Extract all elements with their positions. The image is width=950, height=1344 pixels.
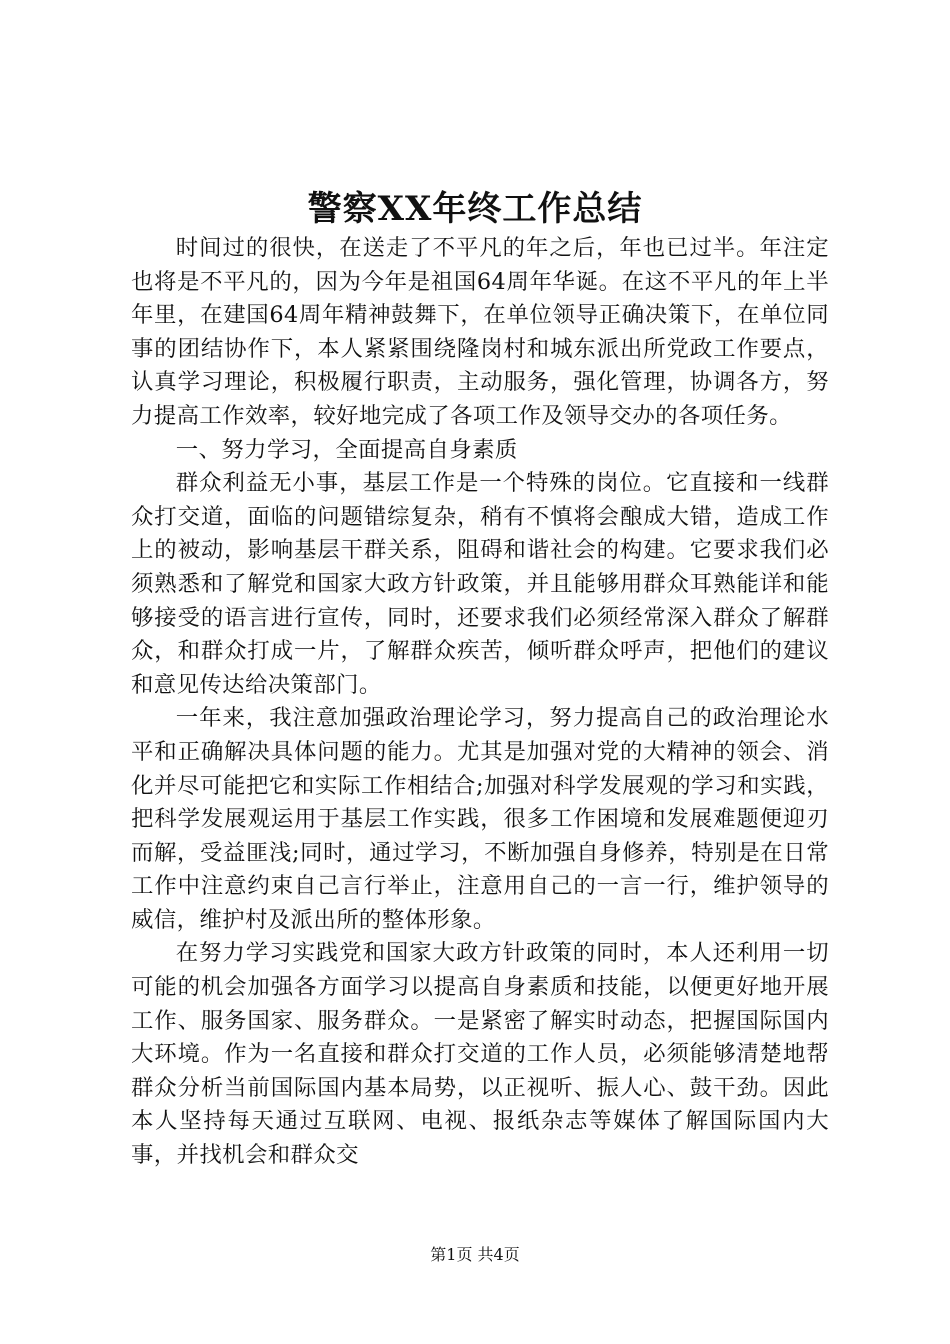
section-heading: 一、努力学习，全面提高自身素质 bbox=[175, 436, 518, 463]
page-number-footer: 第1页 共4页 bbox=[430, 1245, 520, 1264]
document-body bbox=[131, 232, 829, 1173]
document-title: 警察XX年终工作总结 bbox=[307, 189, 643, 229]
paragraph-self-improvement: 在努力学习实践党和国家大政方针政策的同时，本人还利用一切可能的机会加强各方面学习以提高自身素质和技能，以便更好地开展工作、服务国家、服务群众。一是紧密了解实时动态，把握国际国内大环境。作为一名直接和群众打交道的工作人员，必须能够清楚地帮群众分析当前国际国内基本局势，以正视听、振人心、鼓干劲。因此本人坚持每天通过互联网、电视、报纸杂志等媒体了解国际国内大事，并找机会和群众交 bbox=[131, 940, 829, 1169]
paragraph-grassroots: 群众利益无小事，基层工作是一个特殊的岗位。它直接和一线群众打交道，面临的问题错综复杂，稍有不慎将会酿成大错，造成工作上的被动，影响基层干群关系，阻碍和谐社会的构建。它要求我们必须熟悉和了解党和国家大政方针政策，并且能够用群众耳熟能详和能够接受的语言进行宣传，同时，还要求我们必须经常深入群众了解群众，和群众打成一片，了解群众疾苦，倾听群众呼声，把他们的建议和意见传达给决策部门。 bbox=[131, 470, 829, 698]
paragraph-theory-study: 一年来，我注意加强政治理论学习，努力提高自己的政治理论水平和正确解决具体问题的能力。尤其是加强对党的大精神的领会、消化并尽可能把它和实际工作相结合;加强对科学发展观的学习和实践，把科学发展观运用于基层工作实践，很多工作困境和发展难题便迎刃而解，受益匪浅;同时，通过学习，不断加强自身修养，特别是在日常工作中注意约束自己言行举止，注意用自己的一言一行，维护领导的威信，维护村及派出所的整体形象。 bbox=[131, 705, 829, 933]
paragraph-intro: 时间过的很快，在送走了不平凡的年之后，年也已过半。年注定也将是不平凡的，因为今年是祖国64周年华诞。在这不平凡的年上半年里，在建国64周年精神鼓舞下，在单位领导正确决策下，在单位同事的团结协作下，本人紧紧围绕隆岗村和城东派出所党政工作要点，认真学习理论，积极履行职责，主动服务，强化管理，协调各方，努力提高工作效率，较好地完成了各项工作及领导交办的各项任务。 bbox=[131, 235, 829, 429]
